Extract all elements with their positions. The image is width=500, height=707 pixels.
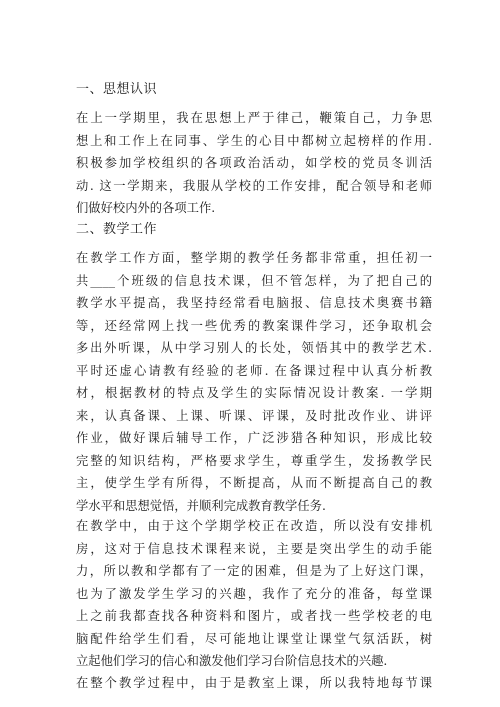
- text-line: 材，根据教材的特点及学生的实际情况设计教案. 一学期: [76, 386, 432, 400]
- text-line: 学水平和思想觉悟，并顺利完成教育教学任务.: [76, 498, 326, 513]
- text-line: 在上一学期里，我在思想上严于律己，鞭策自己，力争思: [76, 111, 432, 125]
- text-line: 教学水平提高，我坚持经常看电脑报、信息技术奥赛书籍: [76, 296, 432, 310]
- paragraph-classroom: [76, 672, 432, 695]
- text-line: 在教学中，由于这个学期学校正在改造，所以没有安排机: [76, 519, 432, 533]
- text-line: 积极参加学校组织的各项政治活动，如学校的党员冬训活: [76, 156, 432, 170]
- paragraph-thoughts: [76, 107, 432, 220]
- text-line: 想上和工作上在同事、学生的心目中都树立起榜样的作用.: [76, 133, 432, 148]
- paragraph-teaching-practice: [76, 515, 432, 673]
- text-line: 平时还虚心请教有经验的老师. 在备课过程中认真分析教: [76, 363, 432, 378]
- text-line: 在整个教学过程中，由于是教室上课，所以我特地每节课: [76, 676, 432, 690]
- text-line: 上之前我都查找各种资料和图片，或者找一些学校老的电: [76, 609, 432, 623]
- text-line: 在教学工作方面，整学期的教学任务都非常重，担任初一: [76, 251, 432, 265]
- text-line: 房，这对于信息技术课程来说，主要是突出学生的动手能: [76, 541, 432, 556]
- text-line: 主，使学生学有所得，不断提高，从而不断提高自己的教: [76, 476, 432, 490]
- text-line: 也为了激发学生学习的兴趣，我作了充分的准备，每堂课: [76, 586, 432, 601]
- section-heading-thoughts: 一、思想认识: [76, 82, 158, 97]
- text-line: 作业，做好课后辅导工作，广泛涉猎各种知识，形成比较: [76, 431, 432, 445]
- text-line: 立起他们学习的信心和激发他们学习台阶信息技术的兴趣.: [76, 654, 388, 668]
- paragraph-teaching-work: [76, 247, 432, 517]
- text-line: 多出外听课，从中学习别人的长处，领悟其中的教学艺术.: [76, 341, 432, 355]
- text-line: 共____个班级的信息技术课，但不管怎样，为了把自己的: [76, 273, 432, 288]
- text-line: 们做好校内外的各项工作.: [76, 201, 216, 215]
- text-line: 脑配件给学生们看，尽可能地让课堂让课堂气氛活跃，树: [76, 631, 432, 646]
- text-line: 来，认真备课、上课、听课、评课，及时批改作业、讲评: [76, 408, 432, 423]
- text-line: 动. 这一学期来，我服从学校的工作安排，配合领导和老师: [76, 178, 432, 193]
- section-heading-teaching: 二、教学工作: [76, 222, 158, 237]
- text-line: 等，还经常网上找一些优秀的教案课件学习，还争取机会: [76, 318, 432, 333]
- text-line: 力，所以教和学都有了一定的困难，但是为了上好这门课，: [76, 564, 432, 578]
- text-line: 完整的知识结构，严格要求学生，尊重学生，发扬教学民: [76, 453, 432, 468]
